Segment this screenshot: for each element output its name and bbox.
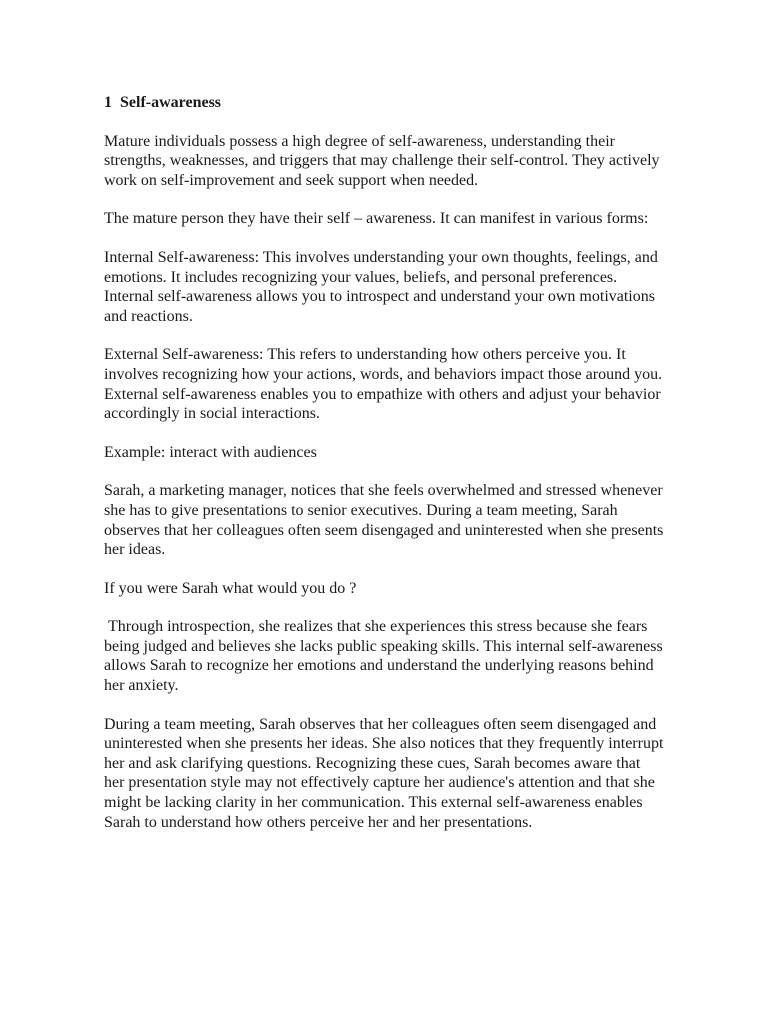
section-title: Self-awareness (120, 94, 222, 111)
document-page (104, 93, 667, 851)
section-heading (104, 93, 664, 113)
paragraph-sarah-scenario: Sarah, a marketing manager, notices that she feels overwhelmed and stressed whenever she has to give presentations to senior executives. During a team meeting, Sarah observes that her colleagues often seem disengaged and uninterested when she presents her ideas. (104, 482, 664, 559)
paragraph-example-label: Example: interact with audiences (104, 443, 317, 461)
paragraph-external-self-awareness: External Self-awareness: This refers to understanding how others perceive you. It involves recognizing how your actions, words, and behaviors impact those around you. External self-awareness enables you to empathize with others and adjust your behavior accordingly in social interactions. (104, 346, 663, 423)
paragraph-question: If you were Sarah what would you do ? (104, 579, 357, 597)
paragraph-external-observation: During a team meeting, Sarah observes that her colleagues often seem disengaged and uninterested when she presents her ideas. She also notices that they frequently interrupt her and ask clarifying questions. Recognizing these cues, Sarah becomes aware that her presentation style may not effectively capture her audience's attention and that she might be lacking clarity in her communication. This external self-awareness enables Sarah to understand how others perceive her and her presentations. (104, 715, 664, 831)
section-number: 1 (104, 94, 112, 111)
paragraph-internal-self-awareness: Internal Self-awareness: This involves understanding your own thoughts, feelings, and emotions. It includes recognizing your values, beliefs, and personal preferences. Internal self-awareness allows you to introspect and understand your own motivations and reactions. (104, 248, 658, 325)
paragraph-introspection: Through introspection, she realizes that she experiences this stress because she fears being judged and believes she lacks public speaking skills. This internal self-awareness allows Sarah to recognize her emotions and understand the underlying reasons behind her anxiety. (104, 618, 667, 695)
paragraph-forms-intro: The mature person they have their self – awareness. It can manifest in various forms: (104, 210, 649, 228)
paragraph-maturity-intro: Mature individuals possess a high degree of self-awareness, understanding their strengths, weaknesses, and triggers that may challenge their self-control. They actively work on self-improvement and seek support when needed. (104, 132, 660, 189)
